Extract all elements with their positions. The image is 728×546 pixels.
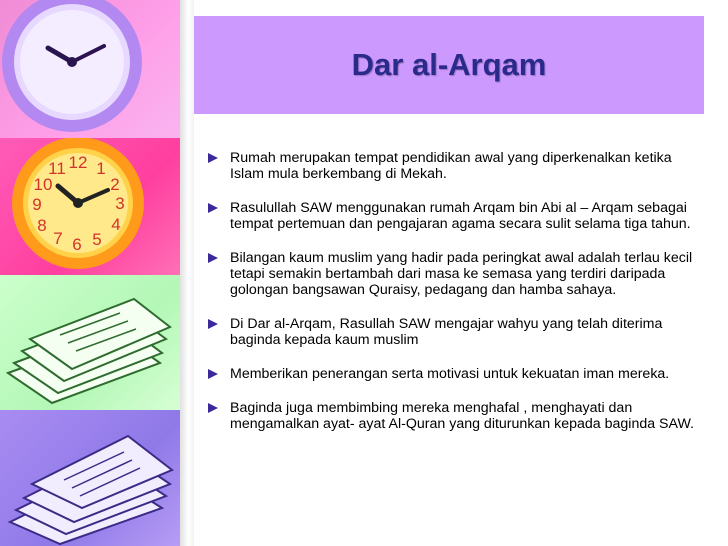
bullet-item [206, 400, 706, 432]
bullet-item [206, 316, 706, 348]
clock-numeral-3: 3 [115, 194, 125, 213]
bullet-text: Di Dar al-Arqam, Rasullah SAW mengajar wahyu yang telah diterima baginda kepada kaum muslim [230, 316, 663, 348]
bullet-arrow-icon [206, 367, 220, 381]
clock-numeral-5: 5 [92, 230, 102, 249]
orange-clock-panel [0, 138, 180, 275]
bullet-text: Memberikan penerangan serta motivasi untuk kekuatan iman mereka. [230, 366, 670, 382]
clock-numeral-11: 11 [48, 159, 66, 178]
clock-numeral-7: 7 [53, 229, 63, 248]
violet-papers-panel [0, 410, 180, 546]
title-band [194, 16, 704, 114]
decorative-image-strip [0, 0, 180, 546]
bullet-list [206, 150, 706, 450]
orange-clock-icon [0, 138, 180, 275]
clock-numeral-9: 9 [32, 195, 42, 214]
paper-stack-icon [0, 275, 180, 410]
bullet-text: Bilangan kaum muslim yang hadir pada peringkat awal adalah terlau kecil tetapi semakin bertambah dari masa ke semasa yang terdiri daripada golongan bangsawan Quraisy, pedagang dan hamba sahaya. [230, 250, 693, 298]
clock-numeral-2: 2 [110, 175, 120, 194]
purple-clock-panel [0, 0, 180, 138]
green-papers-panel [0, 275, 180, 410]
clock-numeral-6: 6 [72, 235, 82, 254]
clock-numeral-10: 10 [33, 175, 53, 194]
strip-divider [180, 0, 194, 546]
purple-clock-icon [0, 0, 180, 138]
bullet-arrow-icon [206, 317, 220, 331]
clock-numeral-12: 12 [68, 153, 88, 172]
bullet-item [206, 250, 706, 298]
bullet-item [206, 150, 706, 182]
bullet-item [206, 366, 706, 382]
clock-numeral-4: 4 [111, 215, 121, 234]
bullet-arrow-icon [206, 201, 220, 215]
clock-numeral-8: 8 [37, 216, 47, 235]
slide-title: Dar al-Arqam [351, 47, 547, 82]
paper-stack-icon [0, 410, 180, 546]
bullet-arrow-icon [206, 151, 220, 165]
bullet-arrow-icon [206, 401, 220, 415]
bullet-item [206, 200, 706, 232]
clock-numeral-1: 1 [96, 159, 106, 178]
bullet-arrow-icon [206, 251, 220, 265]
bullet-text: Rumah merupakan tempat pendidikan awal yang diperkenalkan ketika Islam mula berkembang di Mekah. [230, 150, 672, 182]
bullet-text: Rasulullah SAW menggunakan rumah Arqam bin Abi al – Arqam sebagai tempat pertemuan dan pengajaran agama secara sulit selama tiga tahun. [230, 200, 691, 232]
bullet-text: Baginda juga membimbing mereka menghafal , menghayati dan mengamalkan ayat- ayat Al-Quran yang diturunkan kepada baginda SAW. [230, 400, 695, 432]
